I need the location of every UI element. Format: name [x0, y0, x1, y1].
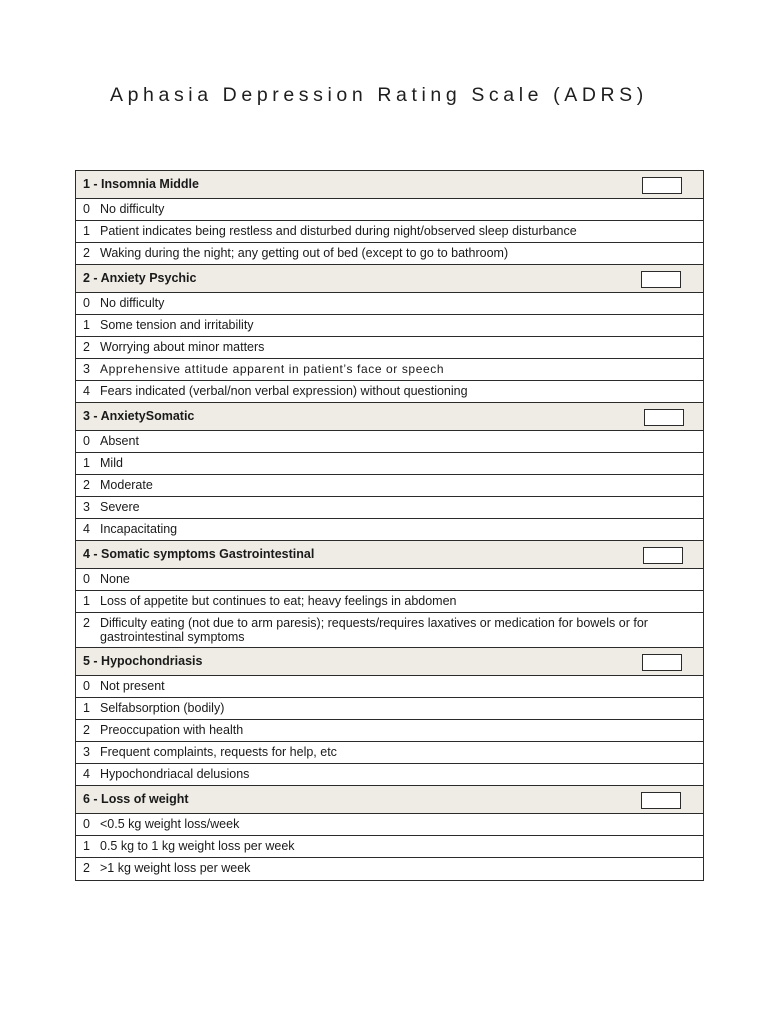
option-row[interactable] [76, 475, 703, 497]
section-title: 4 - Somatic symptoms Gastrointestinal [83, 547, 315, 561]
score-input-box[interactable] [642, 177, 682, 194]
section-heading [76, 786, 703, 814]
option-row[interactable] [76, 431, 703, 453]
option-text: Severe [100, 500, 140, 514]
option-score: 1 [83, 456, 90, 470]
option-score: 2 [83, 340, 90, 354]
option-score: 0 [83, 434, 90, 448]
option-text: Incapacitating [100, 522, 178, 536]
option-row[interactable] [76, 453, 703, 475]
option-text: Selfabsorption (bodily) [100, 701, 225, 715]
section-title: 6 - Loss of weight [83, 792, 189, 806]
option-score: 2 [83, 723, 90, 737]
option-score: 2 [83, 616, 90, 630]
option-text: Fears indicated (verbal/non verbal expression) without questioning [100, 384, 468, 398]
option-score: 4 [83, 522, 90, 536]
option-score: 3 [83, 362, 90, 376]
option-row[interactable] [76, 315, 703, 337]
option-score: 2 [83, 478, 90, 492]
option-text: Frequent complaints, requests for help, etc [100, 745, 337, 759]
option-score: 2 [83, 246, 90, 260]
option-row[interactable] [76, 814, 703, 836]
score-input-box[interactable] [643, 547, 683, 564]
section-heading [76, 171, 703, 199]
option-text: Loss of appetite but continues to eat; heavy feelings in abdomen [100, 594, 457, 608]
option-row[interactable] [76, 569, 703, 591]
option-score: 0 [83, 296, 90, 310]
section-heading [76, 265, 703, 293]
option-text: Waking during the night; any getting out of bed (except to go to bathroom) [100, 246, 509, 260]
option-text: Worrying about minor matters [100, 340, 265, 354]
option-score: 4 [83, 767, 90, 781]
option-row[interactable] [76, 613, 703, 648]
option-score: 3 [83, 745, 90, 759]
option-row[interactable] [76, 359, 703, 381]
option-score: 1 [83, 224, 90, 238]
option-row[interactable] [76, 676, 703, 698]
section-heading [76, 541, 703, 569]
option-row[interactable] [76, 497, 703, 519]
option-text: Preoccupation with health [100, 723, 244, 737]
option-row[interactable] [76, 199, 703, 221]
option-row[interactable] [76, 243, 703, 265]
option-row[interactable] [76, 221, 703, 243]
section-title: 2 - Anxiety Psychic [83, 271, 197, 285]
score-input-box[interactable] [644, 409, 684, 426]
option-row[interactable] [76, 381, 703, 403]
option-text: Mild [100, 456, 123, 470]
option-row[interactable] [76, 858, 703, 880]
option-text: Patient indicates being restless and disturbed during night/observed sleep disturbance [100, 224, 577, 238]
option-score: 0 [83, 572, 90, 586]
option-text: 0.5 kg to 1 kg weight loss per week [100, 839, 295, 853]
option-text: No difficulty [100, 296, 165, 310]
option-score: 3 [83, 500, 90, 514]
section-heading [76, 648, 703, 676]
option-score: 1 [83, 701, 90, 715]
score-input-box[interactable] [641, 792, 681, 809]
option-row[interactable] [76, 764, 703, 786]
section-heading [76, 403, 703, 431]
option-text: Moderate [100, 478, 153, 492]
option-score: 0 [83, 202, 90, 216]
option-row[interactable] [76, 293, 703, 315]
option-row[interactable] [76, 742, 703, 764]
option-score: 1 [83, 839, 90, 853]
option-text: Absent [100, 434, 139, 448]
option-text: None [100, 572, 130, 586]
option-row[interactable] [76, 720, 703, 742]
option-row[interactable] [76, 698, 703, 720]
option-score: 1 [83, 318, 90, 332]
option-score: 4 [83, 384, 90, 398]
option-score: 0 [83, 817, 90, 831]
rating-form [75, 170, 704, 881]
section-title: 5 - Hypochondriasis [83, 654, 203, 668]
option-text: >1 kg weight loss per week [100, 861, 251, 875]
score-input-box[interactable] [641, 271, 681, 288]
option-text: Apprehensive attitude apparent in patient’s face or speech [100, 362, 445, 376]
option-score: 1 [83, 594, 90, 608]
option-row[interactable] [76, 337, 703, 359]
section-title: 3 - AnxietySomatic [83, 409, 195, 423]
page-title: Aphasia Depression Rating Scale (ADRS) [110, 84, 648, 106]
option-row[interactable] [76, 591, 703, 613]
option-text: Difficulty eating (not due to arm paresis); requests/requires laxatives or medication for bowels or for gastrointestinal symptoms [100, 616, 648, 644]
score-input-box[interactable] [642, 654, 682, 671]
option-text: Some tension and irritability [100, 318, 254, 332]
option-text: Hypochondriacal delusions [100, 767, 250, 781]
option-score: 0 [83, 679, 90, 693]
option-text: <0.5 kg weight loss/week [100, 817, 240, 831]
option-text: No difficulty [100, 202, 165, 216]
option-text: Not present [100, 679, 165, 693]
option-row[interactable] [76, 836, 703, 858]
option-row[interactable] [76, 519, 703, 541]
option-score: 2 [83, 861, 90, 875]
section-title: 1 - Insomnia Middle [83, 177, 199, 191]
